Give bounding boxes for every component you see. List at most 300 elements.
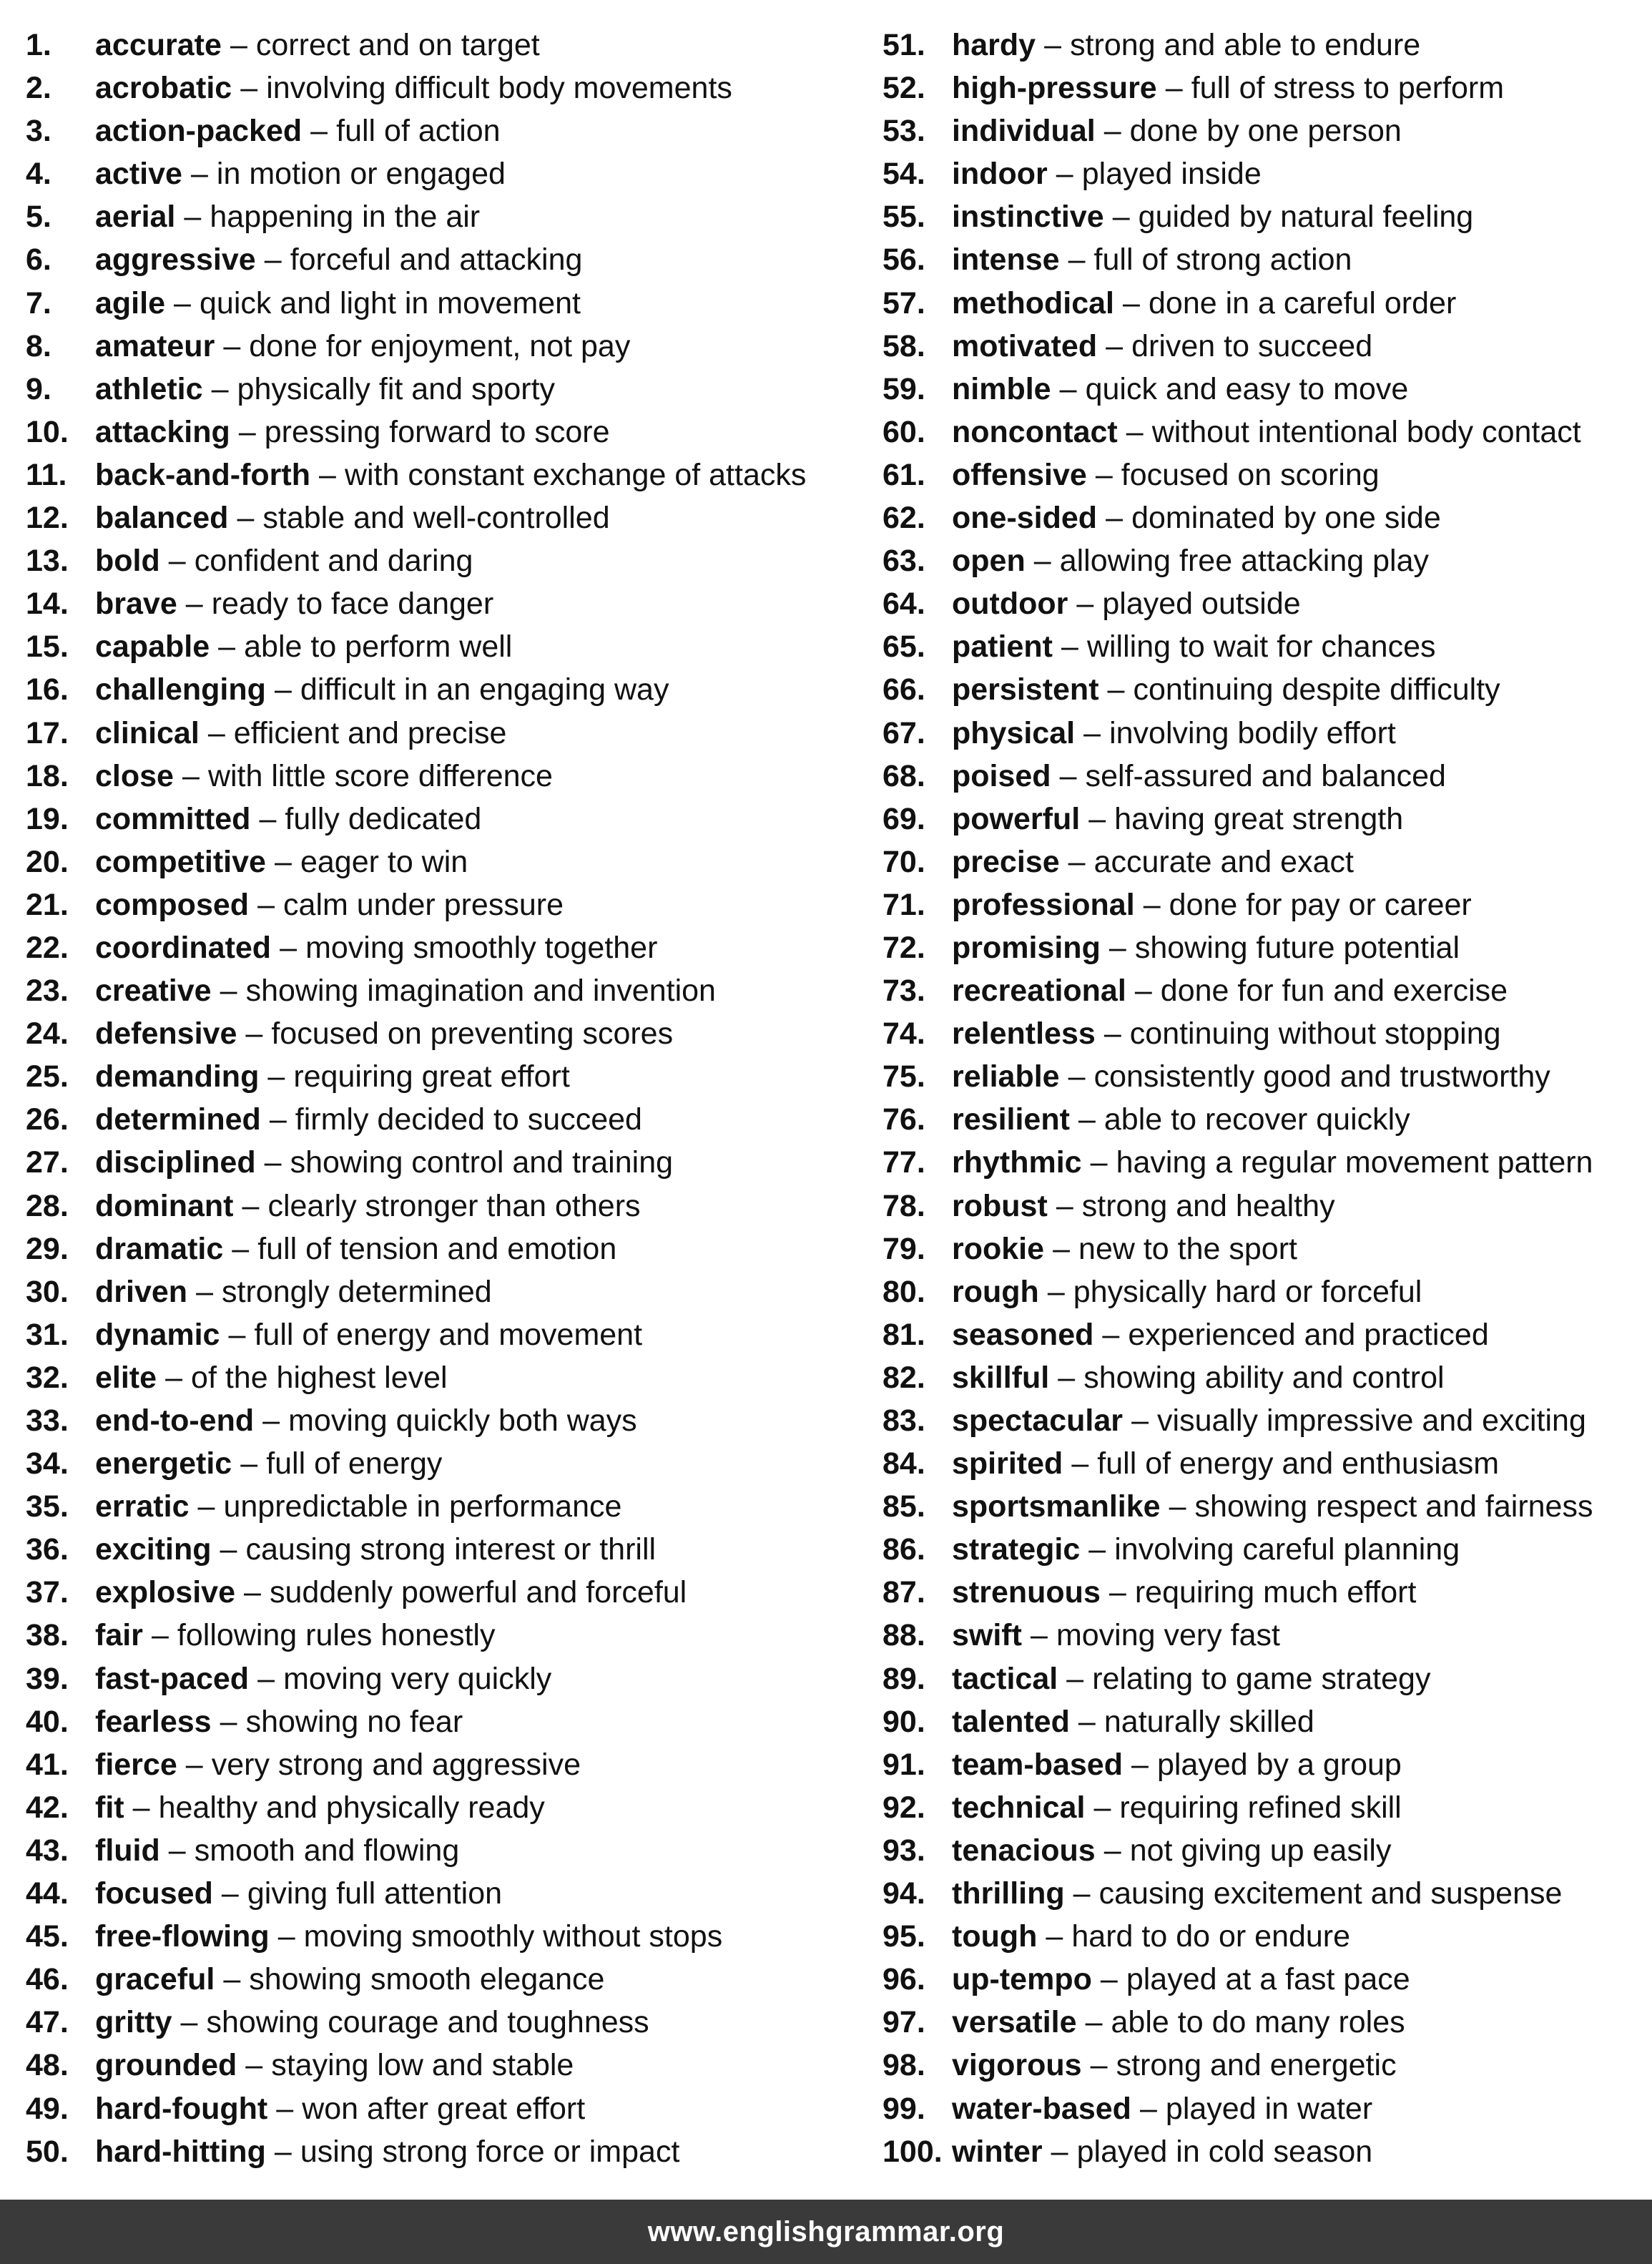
item-word: energetic <box>95 1446 232 1481</box>
item-separator: – <box>1107 672 1125 707</box>
item-definition: consistently good and trustworthy <box>1093 1059 1550 1094</box>
list-item <box>882 454 1652 496</box>
item-number: 13. <box>26 544 69 579</box>
word-list-column-right <box>882 24 1652 2173</box>
item-word: explosive <box>95 1575 235 1610</box>
list-item <box>882 668 1652 711</box>
item-number: 56. <box>882 242 925 278</box>
item-number: 19. <box>26 801 69 836</box>
item-number: 43. <box>26 1833 69 1868</box>
item-separator: – <box>1046 1919 1063 1954</box>
item-separator: – <box>168 1833 186 1868</box>
item-definition: forceful and attacking <box>290 242 583 278</box>
item-number: 26. <box>26 1102 69 1137</box>
list-item <box>882 582 1652 625</box>
item-word: promising <box>952 930 1101 965</box>
item-word: indoor <box>952 157 1048 192</box>
item-number: 27. <box>26 1145 69 1180</box>
list-item <box>882 67 1652 109</box>
item-word: competitive <box>95 844 266 879</box>
item-definition: showing control and training <box>290 1145 674 1180</box>
list-item <box>26 1958 834 2001</box>
list-item <box>882 1915 1652 1958</box>
item-number: 98. <box>882 2048 925 2083</box>
item-word: reliable <box>952 1059 1060 1094</box>
list-item <box>882 1442 1652 1485</box>
list-item <box>26 712 834 755</box>
item-word: relentless <box>952 1016 1096 1052</box>
item-number: 34. <box>26 1446 69 1481</box>
item-number: 6. <box>26 242 51 278</box>
item-number: 69. <box>882 801 925 836</box>
item-word: dynamic <box>95 1317 220 1352</box>
list-item <box>882 2044 1652 2087</box>
item-separator: – <box>242 1188 260 1223</box>
item-number: 91. <box>882 1747 925 1782</box>
item-number: 71. <box>882 887 925 922</box>
list-item <box>882 1528 1652 1571</box>
item-definition: causing excitement and suspense <box>1098 1876 1563 1911</box>
item-word: end-to-end <box>95 1403 255 1438</box>
item-word: aerial <box>95 200 176 235</box>
item-word: brave <box>95 587 177 622</box>
item-separator: – <box>277 1919 295 1954</box>
list-item <box>26 152 834 195</box>
item-separator: – <box>1108 1575 1126 1610</box>
item-number: 52. <box>882 71 925 106</box>
item-separator: – <box>1126 414 1144 449</box>
item-definition: moving very quickly <box>283 1661 552 1696</box>
item-word: up-tempo <box>952 1962 1092 1997</box>
item-word: athletic <box>95 371 203 406</box>
list-item <box>882 2001 1652 2044</box>
list-item <box>26 1657 834 1700</box>
item-definition: visually impressive and exciting <box>1157 1403 1586 1438</box>
item-definition: able to do many roles <box>1111 2005 1405 2040</box>
item-word: free-flowing <box>95 1919 270 1954</box>
item-separator: – <box>1056 1188 1073 1223</box>
item-number: 16. <box>26 672 69 707</box>
item-separator: – <box>132 1790 150 1825</box>
item-separator: – <box>1078 1704 1096 1739</box>
item-definition: having a regular movement pattern <box>1116 1145 1593 1180</box>
item-separator: – <box>1066 1661 1084 1696</box>
item-number: 90. <box>882 1704 925 1739</box>
list-item <box>882 411 1652 454</box>
item-number: 17. <box>26 715 69 750</box>
item-separator: – <box>276 2091 294 2126</box>
item-number: 9. <box>26 371 51 406</box>
item-separator: – <box>1095 457 1113 492</box>
item-word: methodical <box>952 285 1114 320</box>
item-definition: firmly decided to succeed <box>295 1102 642 1137</box>
list-item <box>26 2087 834 2130</box>
item-word: fierce <box>95 1747 177 1782</box>
item-separator: – <box>1139 2091 1157 2126</box>
item-word: disciplined <box>95 1145 256 1180</box>
list-item <box>882 798 1652 841</box>
item-definition: full of energy and enthusiasm <box>1097 1446 1500 1481</box>
list-item <box>26 668 834 711</box>
item-separator: – <box>1131 1403 1149 1438</box>
item-number: 99. <box>882 2091 925 2126</box>
item-word: vigorous <box>952 2048 1082 2083</box>
item-definition: ready to face danger <box>211 587 494 622</box>
item-number: 47. <box>26 2005 69 2040</box>
word-list-column-left <box>26 24 834 2173</box>
item-definition: very strong and aggressive <box>211 1747 581 1782</box>
item-separator: – <box>1165 71 1183 106</box>
item-word: grounded <box>95 2048 237 2083</box>
list-item <box>882 368 1652 411</box>
list-item <box>26 195 834 238</box>
item-word: noncontact <box>952 414 1118 449</box>
list-item <box>26 1872 834 1915</box>
list-item <box>26 325 834 368</box>
item-separator: – <box>244 1575 261 1610</box>
item-word: strategic <box>952 1532 1081 1567</box>
item-definition: moving smoothly together <box>305 930 658 965</box>
item-number: 86. <box>882 1532 925 1567</box>
item-definition: with constant exchange of attacks <box>344 457 807 492</box>
item-word: creative <box>95 974 212 1009</box>
item-definition: naturally skilled <box>1103 1704 1314 1739</box>
list-item <box>882 969 1652 1012</box>
list-item <box>882 539 1652 582</box>
item-number: 92. <box>882 1790 925 1825</box>
item-word: dramatic <box>95 1231 224 1266</box>
item-definition: involving bodily effort <box>1109 715 1396 750</box>
item-separator: – <box>240 1446 258 1481</box>
item-definition: self-assured and balanced <box>1085 758 1446 793</box>
item-number: 21. <box>26 887 69 922</box>
item-definition: full of tension and emotion <box>257 1231 617 1266</box>
item-definition: accurate and exact <box>1093 844 1354 879</box>
list-item <box>26 582 834 625</box>
list-item <box>882 1657 1652 1700</box>
item-definition: pressing forward to score <box>264 414 610 449</box>
item-definition: played by a group <box>1156 1747 1402 1782</box>
item-word: resilient <box>952 1102 1070 1137</box>
item-number: 15. <box>26 629 69 665</box>
item-word: back-and-forth <box>95 457 310 492</box>
list-item <box>26 1227 834 1270</box>
item-separator: – <box>245 1016 263 1052</box>
item-word: offensive <box>952 457 1087 492</box>
item-definition: full of strong action <box>1093 242 1352 278</box>
item-number: 45. <box>26 1919 69 1954</box>
item-separator: – <box>1088 1532 1106 1567</box>
item-definition: efficient and precise <box>233 715 507 750</box>
list-item <box>882 238 1652 281</box>
item-separator: – <box>319 457 336 492</box>
item-definition: staying low and stable <box>271 2048 574 2083</box>
item-word: tough <box>952 1919 1038 1954</box>
item-definition: requiring much effort <box>1134 1575 1417 1610</box>
item-number: 62. <box>882 501 925 536</box>
item-separator: – <box>221 1876 239 1911</box>
item-word: accurate <box>95 28 222 62</box>
item-definition: showing ability and control <box>1083 1360 1445 1395</box>
item-word: water-based <box>952 2091 1131 2126</box>
list-item <box>882 1313 1652 1356</box>
item-separator: – <box>1061 629 1078 665</box>
item-word: bold <box>95 544 160 579</box>
item-definition: quick and light in movement <box>199 285 581 320</box>
item-definition: driven to succeed <box>1131 328 1373 363</box>
item-number: 11. <box>26 457 67 492</box>
item-definition: full of action <box>336 114 501 149</box>
item-separator: – <box>211 371 229 406</box>
item-number: 63. <box>882 544 925 579</box>
item-number: 28. <box>26 1188 69 1223</box>
item-number: 67. <box>882 715 925 750</box>
item-definition: dominated by one side <box>1131 501 1441 536</box>
list-item <box>882 1399 1652 1442</box>
item-definition: correct and on target <box>255 28 540 62</box>
item-word: exciting <box>95 1532 212 1567</box>
item-word: spirited <box>952 1446 1063 1481</box>
item-number: 74. <box>882 1016 925 1052</box>
item-definition: played at a fast pace <box>1126 1962 1410 1997</box>
item-separator: – <box>1103 1016 1121 1052</box>
item-number: 14. <box>26 587 69 622</box>
item-definition: following rules honestly <box>177 1618 496 1653</box>
item-definition: allowing free attacking play <box>1059 544 1429 579</box>
list-item <box>882 1185 1652 1227</box>
item-separator: – <box>1131 1747 1149 1782</box>
item-separator: – <box>220 974 237 1009</box>
item-number: 87. <box>882 1575 925 1610</box>
footer-bar <box>0 2200 1652 2264</box>
item-definition: full of energy <box>266 1446 443 1481</box>
item-word: tactical <box>952 1661 1058 1696</box>
list-item <box>882 1786 1652 1829</box>
item-number: 30. <box>26 1274 69 1309</box>
list-item <box>26 1012 834 1055</box>
item-word: precise <box>952 844 1060 879</box>
item-definition: quick and easy to move <box>1085 371 1409 406</box>
list-item <box>882 195 1652 238</box>
list-item <box>26 798 834 841</box>
item-separator: – <box>1090 1145 1108 1180</box>
item-separator: – <box>1103 1833 1121 1868</box>
list-item <box>882 625 1652 668</box>
item-number: 31. <box>26 1317 69 1352</box>
item-number: 24. <box>26 1016 69 1052</box>
list-item <box>26 1141 834 1184</box>
item-separator: – <box>197 1489 215 1524</box>
list-item <box>26 1313 834 1356</box>
item-number: 72. <box>882 930 925 965</box>
item-definition: involving difficult body movements <box>266 71 732 106</box>
item-number: 95. <box>882 1919 925 1954</box>
list-item <box>882 1829 1652 1872</box>
item-separator: – <box>262 1403 280 1438</box>
item-word: erratic <box>95 1489 190 1524</box>
item-separator: – <box>1106 328 1124 363</box>
list-item <box>882 1098 1652 1141</box>
item-definition: done for enjoyment, not pay <box>249 328 631 363</box>
item-number: 25. <box>26 1059 69 1094</box>
item-number: 48. <box>26 2048 69 2083</box>
item-definition: not giving up easily <box>1129 1833 1392 1868</box>
item-word: sportsmanlike <box>952 1489 1161 1524</box>
item-word: aggressive <box>95 242 256 278</box>
item-separator: – <box>151 1618 169 1653</box>
item-word: individual <box>952 114 1096 149</box>
item-number: 51. <box>882 28 925 62</box>
item-separator: – <box>223 1962 241 1997</box>
list-item <box>882 1485 1652 1528</box>
item-number: 77. <box>882 1145 925 1180</box>
item-number: 35. <box>26 1489 69 1524</box>
item-separator: – <box>1076 587 1094 622</box>
item-definition: strong and healthy <box>1081 1188 1335 1223</box>
list-item <box>26 1185 834 1227</box>
item-word: fluid <box>95 1833 160 1868</box>
item-number: 36. <box>26 1532 69 1567</box>
item-definition: done in a careful order <box>1148 285 1457 320</box>
item-number: 82. <box>882 1360 925 1395</box>
item-definition: willing to wait for chances <box>1086 629 1436 665</box>
item-word: high-pressure <box>952 71 1157 106</box>
list-item <box>26 411 834 454</box>
item-separator: – <box>228 1317 246 1352</box>
item-separator: – <box>1059 758 1077 793</box>
item-separator: – <box>1051 2134 1068 2169</box>
item-definition: difficult in an engaging way <box>300 672 669 707</box>
list-item <box>882 325 1652 368</box>
item-word: strenuous <box>952 1575 1101 1610</box>
item-definition: moving quickly both ways <box>288 1403 637 1438</box>
item-number: 23. <box>26 974 69 1009</box>
item-definition: stable and well-controlled <box>262 501 610 536</box>
item-word: gritty <box>95 2005 172 2040</box>
list-item <box>26 1528 834 1571</box>
item-separator: – <box>245 2048 263 2083</box>
item-separator: – <box>1068 242 1086 278</box>
item-definition: using strong force or impact <box>300 2134 680 2169</box>
list-item <box>26 1915 834 1958</box>
list-item <box>882 152 1652 195</box>
item-number: 44. <box>26 1876 69 1911</box>
item-definition: eager to win <box>300 844 468 879</box>
item-separator: – <box>1083 715 1101 750</box>
item-number: 65. <box>882 629 925 665</box>
list-item <box>26 883 834 926</box>
list-item <box>882 1958 1652 2001</box>
item-number: 83. <box>882 1403 925 1438</box>
item-separator: – <box>1112 200 1130 235</box>
item-word: challenging <box>95 672 266 707</box>
item-definition: continuing despite difficulty <box>1133 672 1500 707</box>
item-definition: won after great effort <box>302 2091 586 2126</box>
item-word: motivated <box>952 328 1098 363</box>
item-definition: physically fit and sporty <box>237 371 556 406</box>
item-number: 61. <box>882 457 925 492</box>
item-separator: – <box>1169 1489 1186 1524</box>
item-separator: – <box>280 930 298 965</box>
item-definition: able to perform well <box>244 629 513 665</box>
list-item <box>26 1829 834 1872</box>
item-word: instinctive <box>952 200 1104 235</box>
item-separator: – <box>230 28 247 62</box>
item-number: 8. <box>26 328 51 363</box>
list-item <box>882 1012 1652 1055</box>
item-separator: – <box>218 629 236 665</box>
list-item <box>26 2044 834 2087</box>
item-number: 22. <box>26 930 69 965</box>
list-item <box>882 1614 1652 1657</box>
item-word: focused <box>95 1876 213 1911</box>
item-number: 46. <box>26 1962 69 1997</box>
item-word: seasoned <box>952 1317 1094 1352</box>
item-separator: – <box>168 544 186 579</box>
item-number: 37. <box>26 1575 69 1610</box>
item-separator: – <box>1056 157 1073 192</box>
item-separator: – <box>165 1360 182 1395</box>
item-word: active <box>95 157 182 192</box>
item-word: professional <box>952 887 1135 922</box>
item-separator: – <box>237 501 255 536</box>
item-word: fit <box>95 1790 124 1825</box>
item-separator: – <box>1088 801 1106 836</box>
item-definition: strong and energetic <box>1116 2048 1397 2083</box>
item-number: 29. <box>26 1231 69 1266</box>
item-word: attacking <box>95 414 230 449</box>
item-definition: played in water <box>1165 2091 1373 2126</box>
item-word: amateur <box>95 328 215 363</box>
item-separator: – <box>190 157 208 192</box>
item-word: rhythmic <box>952 1145 1082 1180</box>
item-number: 50. <box>26 2134 69 2169</box>
item-number: 64. <box>882 587 925 622</box>
item-number: 93. <box>882 1833 925 1868</box>
item-separator: – <box>1085 2005 1103 2040</box>
item-word: fair <box>95 1618 143 1653</box>
item-definition: showing imagination and invention <box>245 974 716 1009</box>
item-separator: – <box>1047 1274 1065 1309</box>
item-number: 38. <box>26 1618 69 1653</box>
item-definition: with little score difference <box>207 758 553 793</box>
item-separator: – <box>1073 1876 1091 1911</box>
item-definition: unpredictable in performance <box>223 1489 622 1524</box>
item-definition: focused on scoring <box>1121 457 1380 492</box>
list-item <box>882 1571 1652 1614</box>
item-definition: moving very fast <box>1056 1618 1280 1653</box>
item-definition: clearly stronger than others <box>267 1188 641 1223</box>
item-separator: – <box>1059 371 1077 406</box>
item-word: defensive <box>95 1016 237 1052</box>
item-separator: – <box>185 1747 203 1782</box>
list-item <box>26 1442 834 1485</box>
item-number: 84. <box>882 1446 925 1481</box>
item-separator: – <box>1103 114 1121 149</box>
item-number: 39. <box>26 1661 69 1696</box>
item-definition: able to recover quickly <box>1103 1102 1410 1137</box>
item-word: skillful <box>952 1360 1050 1395</box>
item-number: 60. <box>882 414 925 449</box>
item-definition: focused on preventing scores <box>271 1016 674 1052</box>
item-number: 78. <box>882 1188 925 1223</box>
item-number: 32. <box>26 1360 69 1395</box>
list-item <box>26 1270 834 1313</box>
item-number: 96. <box>882 1962 925 1997</box>
item-word: intense <box>952 242 1060 278</box>
item-number: 85. <box>882 1489 925 1524</box>
list-item <box>26 454 834 496</box>
